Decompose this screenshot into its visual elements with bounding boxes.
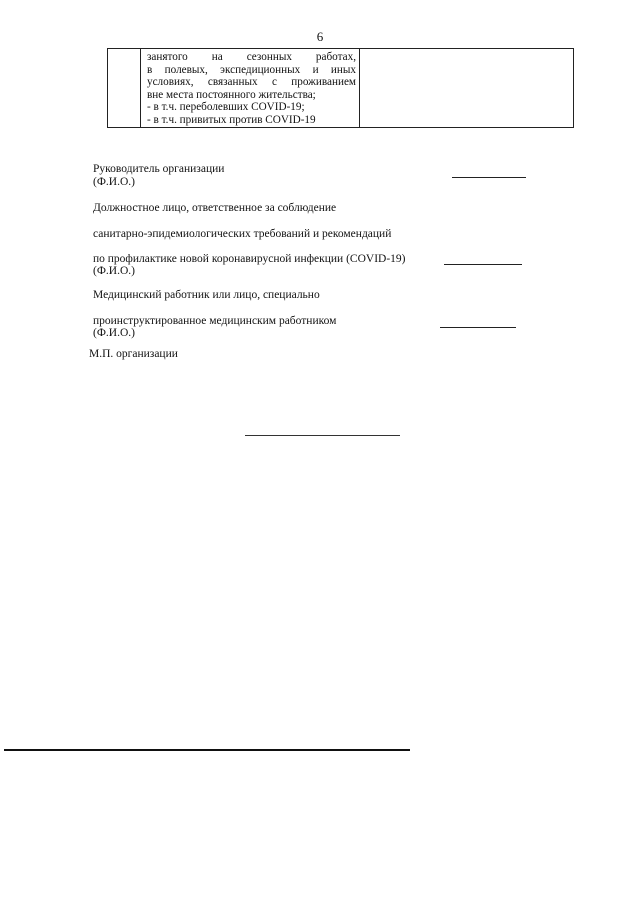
- cell-description-text: [141, 49, 359, 126]
- table-cell-description: [141, 49, 360, 128]
- official-signature-line: [444, 264, 522, 265]
- head-fio: (Ф.И.О.): [93, 176, 135, 188]
- head-signature-line: [452, 177, 526, 178]
- medic-title-line-2: проинструктированное медицинским работником: [93, 315, 337, 327]
- official-title-line-2: санитарно-эпидемиологических требований и рекомендаций: [93, 228, 392, 240]
- table-row: [108, 49, 574, 128]
- cell-line: занятого на сезонных работах,: [147, 51, 356, 63]
- stamp-label: М.П. организации: [89, 348, 178, 360]
- table-cell-value: [360, 49, 574, 128]
- continued-table: [107, 48, 574, 128]
- official-title-line-1: Должностное лицо, ответственное за соблюдение: [93, 202, 337, 214]
- footnote-rule: [4, 749, 410, 751]
- medic-title-line-1: Медицинский работник или лицо, специально: [93, 289, 320, 301]
- page-number: 6: [316, 29, 324, 44]
- official-fio: (Ф.И.О.): [93, 265, 135, 277]
- medic-fio: (Ф.И.О.): [93, 327, 135, 339]
- cell-line: условиях, связанных с проживанием: [147, 76, 356, 88]
- official-title-line-3: по профилактике новой коронавирусной инфекции (COVID-19): [93, 253, 406, 265]
- cell-line: в полевых, экспедиционных и иных: [147, 63, 356, 76]
- cell-line: вне места постоянного жительства;: [147, 88, 316, 101]
- medic-signature-line: [440, 327, 516, 328]
- table-cell-number: [108, 49, 141, 128]
- cell-line: - в т.ч. привитых против COVID-19: [147, 113, 316, 126]
- end-separator-line: [245, 435, 400, 436]
- head-title: Руководитель организации: [93, 163, 225, 175]
- cell-line: - в т.ч. переболевших COVID-19;: [147, 101, 305, 113]
